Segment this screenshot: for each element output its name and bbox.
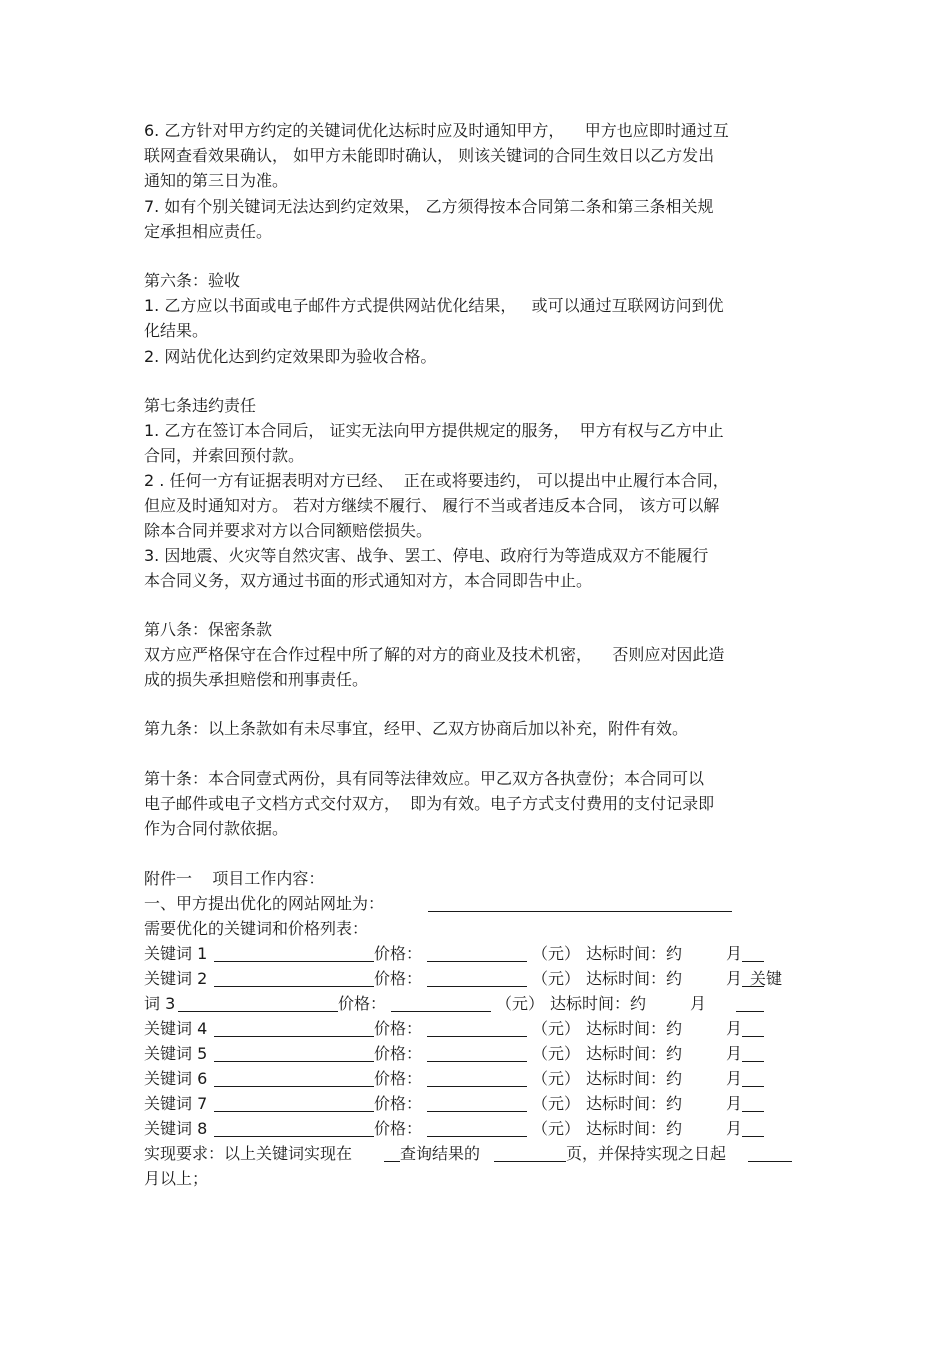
- keyword-blank: [214, 968, 374, 987]
- month-blank: [736, 993, 764, 1012]
- clause-8-line-1: 双方应严格保守在合作过程中所了解的对方的商业及技术机密， 否则应对因此造: [144, 645, 725, 664]
- clause-7-heading: 第七条违约责任: [144, 396, 257, 415]
- keyword-row: [144, 1041, 804, 1066]
- month-label: 月: [726, 1044, 743, 1063]
- price-blank: [427, 968, 527, 987]
- price-blank: [427, 943, 527, 962]
- month-blank: [742, 1118, 764, 1137]
- attachment-title: 附件一 项目工作内容：: [144, 869, 325, 888]
- requirement-end: 月以上；: [144, 1169, 209, 1188]
- website-url-label: 一、甲方提出优化的网站网址为：: [144, 894, 385, 913]
- clause-5-item-7-line-2: 定承担相应责任。: [144, 222, 273, 241]
- clause-7-item-1-line-2: 合同，并索回预付款。: [144, 446, 305, 465]
- target-time-label: 达标时间：约: [586, 1094, 683, 1113]
- clause-5-item-6-line-2: 联网查看效果确认， 如甲方未能即时确认， 则该关键词的合同生效日以乙方发出: [144, 146, 715, 165]
- keyword-blank: [214, 1018, 374, 1037]
- keyword-label: 关键词 8: [144, 1119, 208, 1138]
- unit-label: （元）: [532, 1094, 581, 1113]
- keyword-blank: [214, 1093, 374, 1112]
- keyword-blank: [178, 993, 338, 1012]
- keyword-row: [144, 1116, 804, 1141]
- unit-label: （元）: [532, 1069, 581, 1088]
- keyword-row: [144, 991, 804, 1016]
- month-label: 月: [726, 1019, 743, 1038]
- price-label: 价格：: [338, 994, 387, 1013]
- keyword-blank: [214, 943, 374, 962]
- unit-label: （元）: [532, 969, 581, 988]
- price-blank: [391, 993, 491, 1012]
- target-time-label: 达标时间：约: [586, 1119, 683, 1138]
- clause-6-heading: 第六条：验收: [144, 271, 241, 290]
- target-time-label: 达标时间：约: [586, 1069, 683, 1088]
- month-blank: [742, 1018, 764, 1037]
- keyword-label: 关键词 5: [144, 1044, 208, 1063]
- clause-7-item-3-line-1: 3. 因地震、火灾等自然灾害、战争、罢工、停电、政府行为等造成双方不能履行: [144, 546, 709, 565]
- clause-7-item-3-line-2: 本合同义务，双方通过书面的形式通知对方，本合同即告中止。: [144, 571, 593, 590]
- target-time-label: 达标时间：约: [586, 944, 683, 963]
- keyword-blank: [214, 1118, 374, 1137]
- month-label: 月: [726, 969, 743, 988]
- search-engine-blank: [384, 1143, 400, 1162]
- price-label: 价格：: [374, 969, 423, 988]
- clause-7-item-1-line-1: 1. 乙方在签订本合同后， 证实无法向甲方提供规定的服务， 甲方有权与乙方中止: [144, 421, 724, 440]
- target-time-label: 达标时间：约: [586, 969, 683, 988]
- clause-10-line-3: 作为合同付款依据。: [144, 819, 289, 838]
- website-url-blank: [428, 893, 732, 912]
- keyword-label: 关键词 2: [144, 969, 208, 988]
- month-label: 月: [726, 944, 743, 963]
- search-result-label: 查询结果的: [400, 1144, 481, 1163]
- price-label: 价格：: [374, 1119, 423, 1138]
- month-blank: [742, 1068, 764, 1087]
- target-time-label: 达标时间：约: [550, 994, 647, 1013]
- clause-6-item-1-line-1: 1. 乙方应以书面或电子邮件方式提供网站优化结果， 或可以通过互联网访问到优: [144, 296, 724, 315]
- clause-6-item-2: 2. 网站优化达到约定效果即为验收合格。: [144, 347, 437, 366]
- month-label: 月: [726, 1094, 743, 1113]
- website-url-row: [144, 891, 764, 916]
- month-label: 月: [726, 1119, 743, 1138]
- price-blank: [427, 1018, 527, 1037]
- clause-5-item-6-line-3: 通知的第三日为准。: [144, 171, 289, 190]
- clause-8-line-2: 成的损失承担赔偿和刑事责任。: [144, 670, 369, 689]
- price-blank: [427, 1118, 527, 1137]
- keyword-label: 关键词 7: [144, 1094, 208, 1113]
- price-blank: [427, 1093, 527, 1112]
- target-time-label: 达标时间：约: [586, 1044, 683, 1063]
- keyword-label: 关键词 1: [144, 944, 208, 963]
- keyword-label: 关键词 6: [144, 1069, 208, 1088]
- price-label: 价格：: [374, 1019, 423, 1038]
- unit-label: （元）: [532, 1044, 581, 1063]
- page-blank: [494, 1143, 566, 1162]
- keep-duration-label: 页，并保持实现之日起: [566, 1144, 727, 1163]
- price-label: 价格：: [374, 1094, 423, 1113]
- keyword-blank: [214, 1068, 374, 1087]
- unit-label: （元）: [496, 994, 545, 1013]
- keyword-label: 关键词 4: [144, 1019, 208, 1038]
- clause-5-item-7-line-1: 7. 如有个别关键词无法达到约定效果， 乙方须得按本合同第二条和第三条相关规: [144, 197, 714, 216]
- clause-10-line-1: 第十条：本合同壹式两份，具有同等法律效应。甲乙双方各执壹份；本合同可以: [144, 769, 705, 788]
- price-label: 价格：: [374, 1069, 423, 1088]
- month-label: 月: [690, 994, 707, 1013]
- price-blank: [427, 1043, 527, 1062]
- keyword-row: [144, 1091, 804, 1116]
- keyword-row: [144, 941, 804, 966]
- month-blank: [742, 1093, 764, 1112]
- unit-label: （元）: [532, 944, 581, 963]
- price-label: 价格：: [374, 1044, 423, 1063]
- keyword-row: [144, 966, 804, 991]
- requirement-label: 实现要求：以上关键词实现在: [144, 1144, 353, 1163]
- keyword-row: [144, 1066, 804, 1091]
- requirement-row: [144, 1141, 804, 1166]
- keyword-blank: [214, 1043, 374, 1062]
- clause-7-item-2-line-3: 除本合同并要求对方以合同额赔偿损失。: [144, 521, 433, 540]
- clause-10-line-2: 电子邮件或电子文档方式交付双方， 即为有效。电子方式支付费用的支付记录即: [144, 794, 715, 813]
- keyword-label: 词 3: [144, 994, 176, 1013]
- keyword-3-prefix: 关键: [750, 969, 783, 988]
- clause-7-item-2-line-2: 但应及时通知对方。 若对方继续不履行、 履行不当或者违反本合同， 该方可以解: [144, 496, 720, 515]
- clause-6-item-1-line-2: 化结果。: [144, 321, 209, 340]
- clause-9: 第九条：以上条款如有未尽事宜，经甲、乙双方协商后加以补充，附件有效。: [144, 719, 689, 738]
- price-blank: [427, 1068, 527, 1087]
- clause-5-item-6-line-1: 6. 乙方针对甲方约定的关键词优化达标时应及时通知甲方， 甲方也应即时通过互: [144, 121, 729, 140]
- keyword-row: [144, 1016, 804, 1041]
- unit-label: （元）: [532, 1019, 581, 1038]
- month-blank: [742, 943, 764, 962]
- price-label: 价格：: [374, 944, 423, 963]
- month-label: 月: [726, 1069, 743, 1088]
- month-blank: [742, 1043, 764, 1062]
- unit-label: （元）: [532, 1119, 581, 1138]
- clause-8-heading: 第八条：保密条款: [144, 620, 273, 639]
- duration-blank: [748, 1143, 792, 1162]
- keyword-list-label: 需要优化的关键词和价格列表：: [144, 919, 369, 938]
- clause-7-item-2-line-1: 2 . 任何一方有证据表明对方已经、 正在或将要违约， 可以提出中止履行本合同，: [144, 471, 729, 490]
- target-time-label: 达标时间：约: [586, 1019, 683, 1038]
